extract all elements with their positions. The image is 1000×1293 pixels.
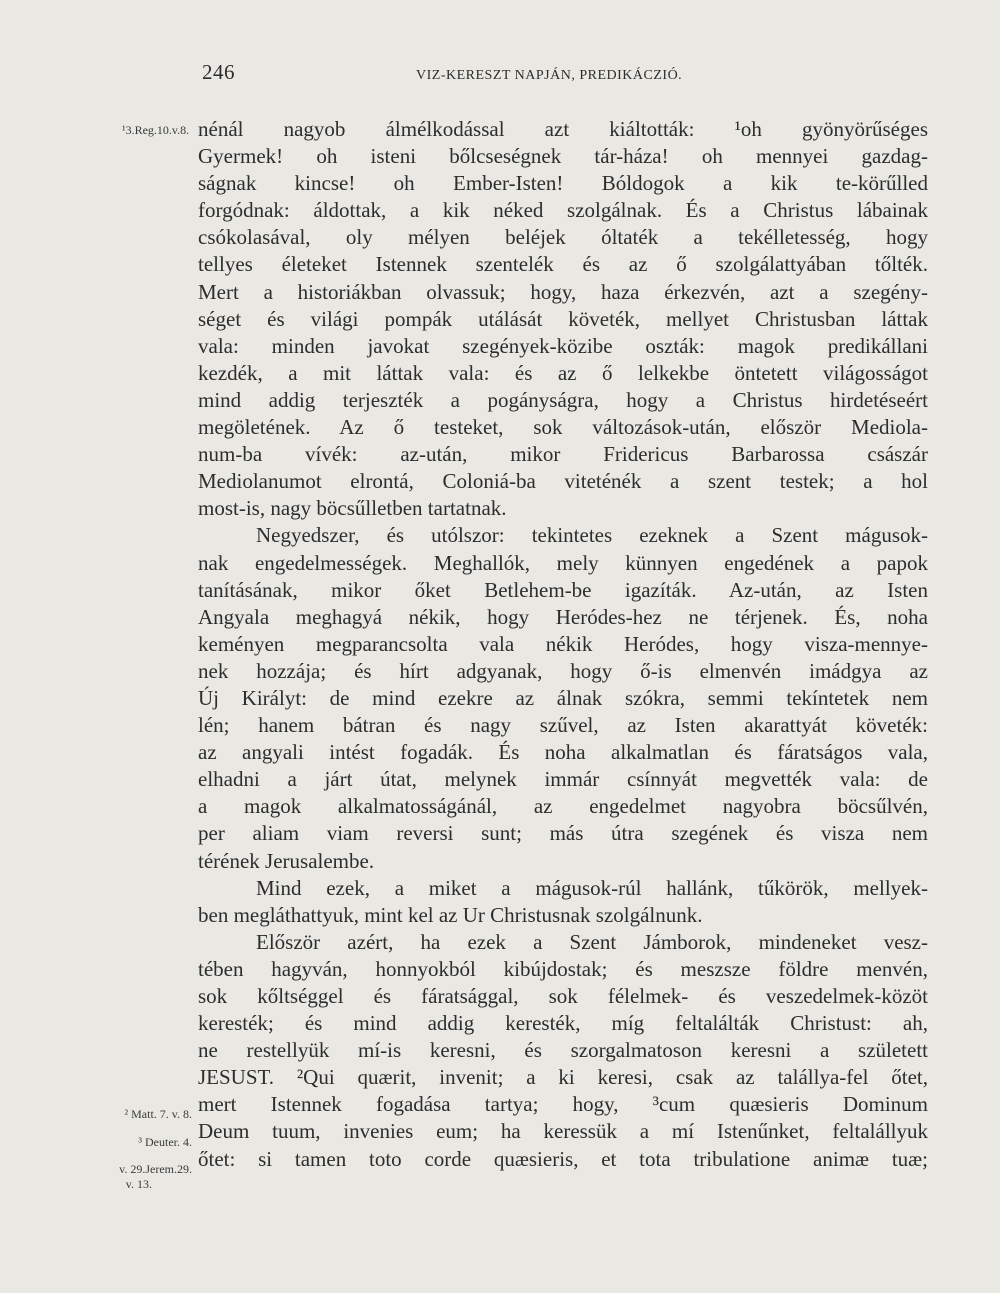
text-line: elhadni a járt útat, melynek immár csínnyát megvették vala: de <box>198 767 928 792</box>
text-line: Mert a historiákban olvassuk; hogy, haza érkezvén, azt a szegény- <box>198 279 928 304</box>
text-line: mind addig terjeszték a pogányságra, hogy a Christus hirdetéseért <box>198 387 928 412</box>
body-text <box>198 116 928 1173</box>
text-line: Negyedszer, és utólszor: tekintetes ezeknek a Szent mágusok- <box>256 523 928 548</box>
margin-note-2: ² Matt. 7. v. 8. <box>124 1107 192 1121</box>
text-line: num-ba vívék: az-után, mikor Fridericus Barbarossa császár <box>198 442 928 467</box>
text-line: Angyala meghagyá nékik, hogy Heródes-hez ne térjenek. És, noha <box>198 604 928 629</box>
text-line: tében hagyván, honnyokból kibújdostak; és meszsze földre menvén, <box>198 956 928 981</box>
text-line: vala: minden javokat szegények-közibe oszták: magok predikállani <box>198 333 928 358</box>
text-line: a magok alkalmatosságánál, az engedelmet nagyobra böcsűlvén, <box>198 794 928 819</box>
text-line: keményen megparancsolta vala nékik Heródes, hogy visza-mennye- <box>198 631 928 656</box>
text-line: nénál nagyob álmélkodással azt kiáltották: ¹oh gyönyörűséges <box>198 117 928 141</box>
text-line: JESUST. ²Qui quærit, invenit; a ki keresi, csak az talállya-fel őtet, <box>198 1065 928 1090</box>
margin-note-3c: v. 13. <box>125 1177 152 1191</box>
text-line: mert Istennek fogadása tartya; hogy, ³cum quæsieris Dominum <box>198 1092 928 1117</box>
text-line: forgódnak: áldottak, a kik néked szolgálnak. És a Christus lábainak <box>198 198 928 223</box>
text-line: ne restellyük mí-is keresni, és szorgalmatoson keresni a született <box>198 1038 928 1063</box>
text-line: térének Jerusalembe. <box>198 848 375 873</box>
text-line: megöletének. Az ő testeket, sok változások-után, először Mediola- <box>198 415 928 440</box>
text-line: nak engedelmességek. Meghallók, mely künnyen engedének a papok <box>198 550 928 575</box>
running-title: VIZ-KERESZT NAPJÁN, PREDIKÁCZIÓ. <box>416 68 683 83</box>
text-line: tellyes életeket Istennek szentelék és az ő szolgálattyában tőlték. <box>198 252 928 277</box>
text-line: Mind ezek, a miket a mágusok-rúl hallánk, tűkörök, mellyek- <box>256 875 928 900</box>
text-line: most-is, nagy böcsűlletben tartatnak. <box>198 496 507 521</box>
text-line: őtet: si tamen toto corde quæsieris, et tota tribulatione animæ tuæ; <box>198 1146 928 1171</box>
text-line: nek hozzája; és hírt adgyanak, hogy ő-is elmenvén imádgya az <box>198 658 928 683</box>
margin-note-3a: ³ Deuter. 4. <box>138 1135 192 1149</box>
margin-note-3b: v. 29.Jerem.29. <box>119 1162 192 1176</box>
text-line: lén; hanem bátran és nagy szűvel, az Isten akarattyát követék: <box>198 713 928 738</box>
text-line: Új Királyt: de mind ezekre az álnak szókra, semmi tekíntetek nem <box>198 685 928 710</box>
text-line: az angyali intést fogadák. És noha alkalmatlan és fáratságos vala, <box>198 740 928 765</box>
page-number: 246 <box>202 60 235 84</box>
text-line: csókolasával, oly mélyen beléjek óltaték a tekélletesség, hogy <box>198 225 928 250</box>
text-line: séget és világi pompák utálását követék, mellyet Christusban láttak <box>198 306 928 331</box>
text-line: kezdék, a mit láttak vala: és az ő lelkekbe öntetett világosságot <box>198 360 928 385</box>
margin-note-1: ¹3.Reg.10.v.8. <box>122 123 190 137</box>
text-line: tanításának, mikor őket Betlehem-be igazíták. Az-után, az Isten <box>198 577 928 602</box>
text-line: Először azért, ha ezek a Szent Jámborok, mindeneket vesz- <box>256 929 928 954</box>
text-line: sok kőltséggel és fáratsággal, sok félelmek- és veszedelmek-közöt <box>198 984 928 1008</box>
text-line: per aliam viam reversi sunt; más útra szegének és visza nem <box>198 821 928 846</box>
text-line: keresték; és mind addig keresték, míg feltalálták Christust: ah, <box>198 1011 928 1036</box>
text-line: ságnak kincse! oh Ember-Isten! Bóldogok a kik te-körűlled <box>198 171 928 196</box>
text-line: Deum tuum, invenies eum; ha keressük a mí Istenűnket, feltalállyuk <box>198 1119 928 1144</box>
text-line: Gyermek! oh isteni bőlcseségnek tár-háza! oh mennyei gazdag- <box>198 144 928 169</box>
text-line: Mediolanumot elrontá, Coloniá-ba viteténék a szent testek; a hol <box>198 469 928 494</box>
text-line: ben megláthattyuk, mint kel az Ur Christusnak szolgálnunk. <box>198 902 703 927</box>
